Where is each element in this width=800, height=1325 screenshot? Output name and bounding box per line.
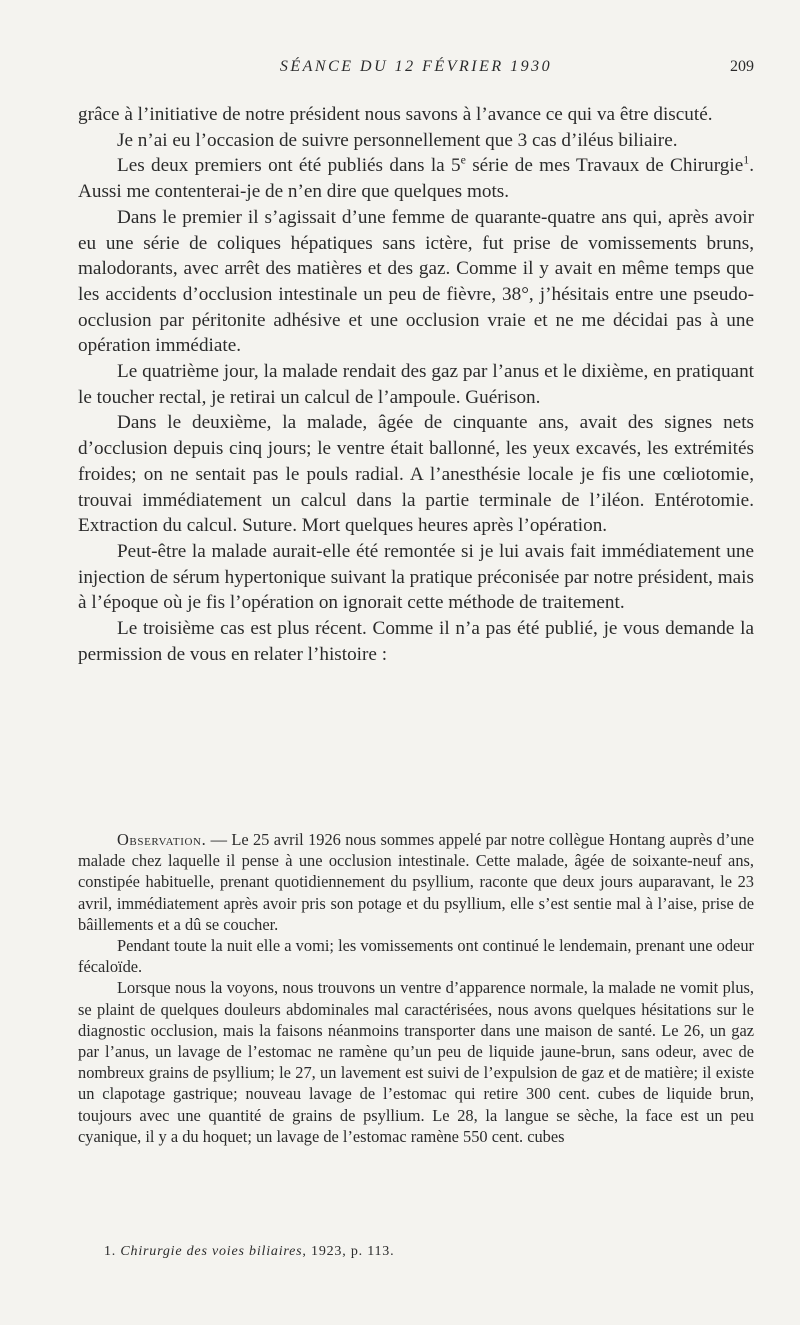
paragraph: Dans le deuxième, la malade, âgée de cinquante ans, avait des signes nets d’occlusion depuis cinq jours; le ventre était ballonné, les yeux excavés, les extrémités froides; on ne sentait pas le pouls radial. A l’anesthésie locale je fis une cœliotomie, trouvai immédiatement un calcul dans la partie terminale de l’iléon. Entérotomie. Extraction du calcul. Suture. Mort quelques heures après l’opération. — [78, 412, 754, 537]
observation-paragraph — [78, 829, 754, 935]
paragraph: Peut-être la malade aurait-elle été remontée si je lui avais fait immédiatement une injection de sérum hypertonique suivant la pratique préconisée par notre président, mais à l’époque où je fis l’opération on ignorait cette méthode de traitement. — [78, 540, 754, 614]
footnote-title: Chirurgie des voies biliaires — [120, 1244, 303, 1259]
paragraph: grâce à l’initiative de notre président nous savons à l’avance ce qui va être discuté. — [78, 104, 713, 125]
paragraph — [78, 153, 754, 204]
main-text — [78, 102, 754, 667]
paragraph: Dans le premier il s’agissait d’une femme de quarante-quatre ans qui, après avoir eu une série de coliques hépatiques sans ictère, fut prise de vomissements bruns, malodorants, avec arrêt des matières et des gaz. Comme il y avait en même temps que les accidents d’occlusion intestinale un peu de fièvre, 38°, j’hésitais entre une pseudo-occlusion par péritonite adhésive et une occlusion vraie et ne me décidai pas à une opération immédiate. — [78, 206, 754, 357]
observation-section — [78, 829, 754, 1147]
footnote — [104, 1244, 754, 1260]
paragraph-text: . Aussi me contenterai-je de n’en dire que quelques mots. — [78, 155, 754, 203]
paragraph: Je n’ai eu l’occasion de suivre personnellement que 3 cas d’iléus biliaire. — [117, 129, 678, 151]
paragraph-text: série de mes Travaux de Chirurgie — [465, 155, 744, 177]
ordinal-superscript: e — [460, 153, 466, 168]
footnote-details: , 1923, p. 113. — [302, 1244, 395, 1259]
running-header — [78, 58, 754, 84]
observation-paragraph: Pendant toute la nuit elle a vomi; les vomissements ont continué le lendemain, prenant une odeur fécaloïde. — [78, 936, 754, 977]
observation-paragraph: Lorsque nous la voyons, nous trouvons un ventre d’apparence normale, la malade ne vomit plus, se plaint de quelques douleurs abdominales mal caractérisées, nous avons quelques hésitations sur le diagnostic occlusion, mais la faisons néanmoins transporter dans une maison de santé. Le 26, un gaz par l’anus, un lavage de l’estomac ne ramène qu’un peu de liquide jaune-brun, sans odeur, avec de nombreux grains de psyllium; le 27, un lavement est suivi de l’expulsion de gaz et de matière; il existe un clapotage gastrique; nouveau lavage de l’estomac qui retire 300 cent. cubes de liquide brun, toujours avec une quantité de grains de psyllium. Le 28, la langue se sèche, la face est un peu cyanique, il y a du hoquet; un lavage de l’estomac ramène 550 cent. cubes — [78, 978, 754, 1146]
paragraph-text: — Le 25 avril 1926 nous sommes appelé par notre collègue Hontang auprès d’une malade chez laquelle il pense à une occlusion intestinale. Cette malade, âgée de soixante-neuf ans, constipée habituelle, prenant quotidiennement du psyllium, raconte que deux jours auparavant, le 23 avril, immédiatement après avoir pris son potage et du psyllium, elle s’est sentie mal à l’aise, prise de bâillements et a dû se coucher. — [78, 830, 754, 934]
page-number: 209 — [730, 58, 754, 75]
paragraph: Le troisième cas est plus récent. Comme il n’a pas été publié, je vous demande la permission de vous en relater l’histoire : — [78, 618, 754, 665]
footnote-reference[interactable]: 1 — [743, 153, 750, 168]
paragraph-text: Les deux premiers ont été publiés dans la 5 — [117, 155, 461, 177]
running-title: SÉANCE DU 12 FÉVRIER 1930 — [279, 58, 553, 75]
paragraph: Le quatrième jour, la malade rendait des gaz par l’anus et le dixième, en pratiquant le toucher rectal, je retirai un calcul de l’ampoule. Guérison. — [78, 361, 754, 408]
observation-label: Observation. — [117, 830, 207, 849]
footnote-number: 1. — [104, 1244, 117, 1259]
